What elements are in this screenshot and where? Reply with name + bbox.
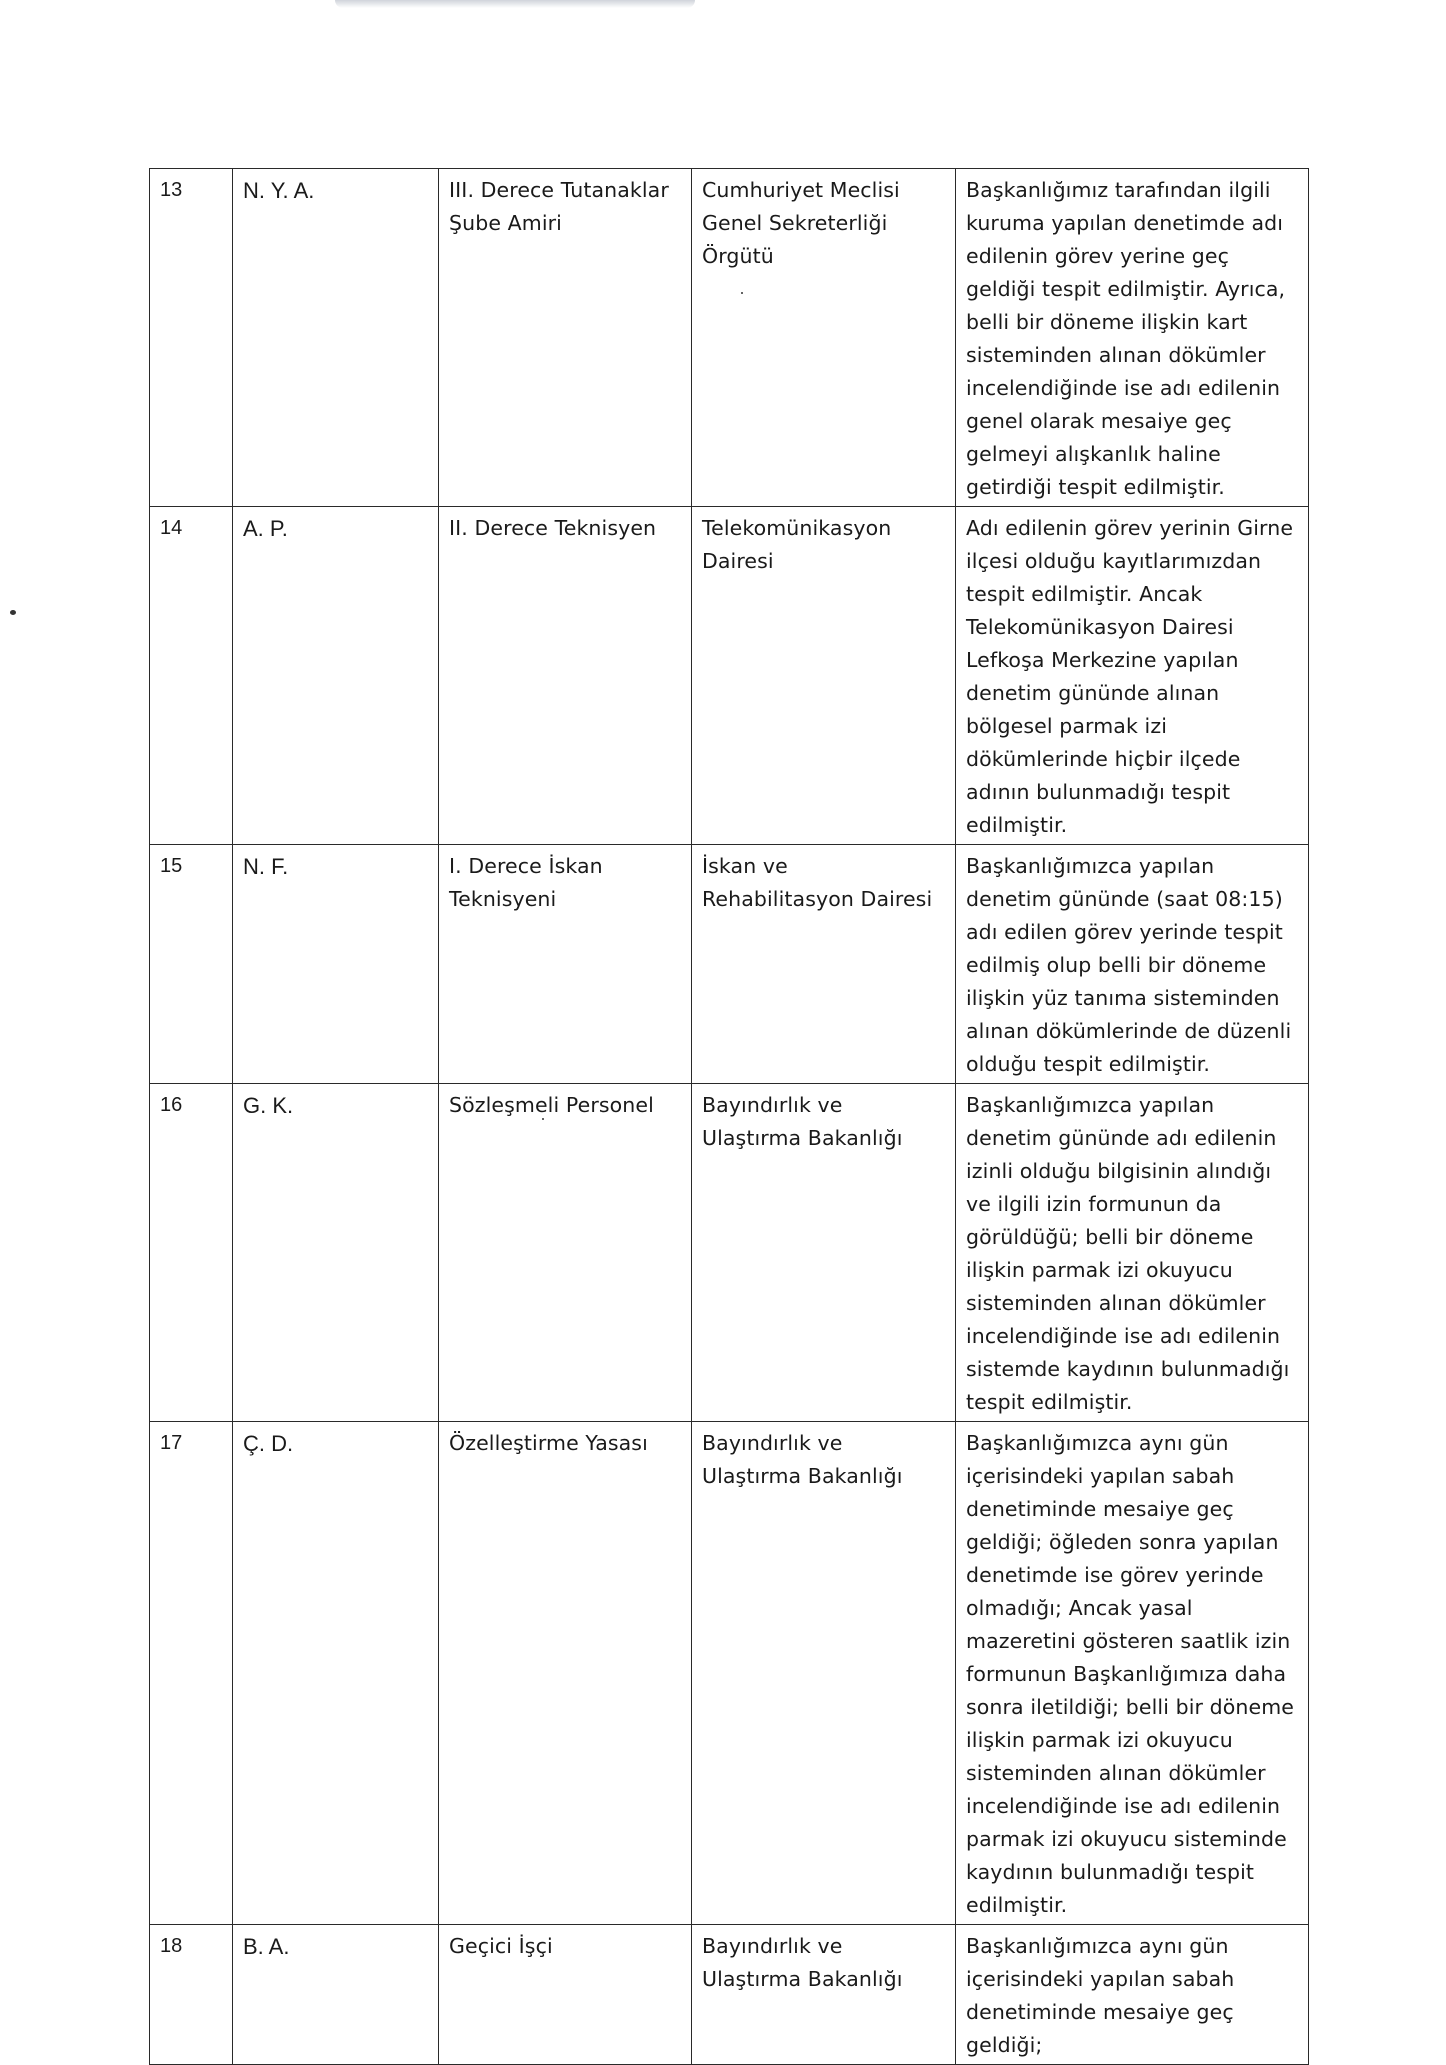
table-row <box>150 845 1309 1084</box>
finding-text: Başkanlığımızca aynı gün içerisindeki yapılan sabah denetiminde mesaiye geç geldiği; <box>956 1925 1309 2065</box>
institution: Bayındırlık ve Ulaştırma Bakanlığı <box>692 1422 956 1925</box>
row-number: 17 <box>150 1422 233 1925</box>
table-row <box>150 169 1309 507</box>
row-number: 16 <box>150 1084 233 1422</box>
finding-text: Adı edilenin görev yerinin Girne ilçesi olduğu kayıtlarımızdan tespit edilmiştir. Ancak Telekomünikasyon Dairesi Lefkoşa Merkezine yapılan denetim gününde alınan bölgesel parmak izi dökümlerinde hiçbir ilçede adının bulunmadığı tespit edilmiştir. <box>956 507 1309 845</box>
finding-text: Başkanlığımızca aynı gün içerisindeki yapılan sabah denetiminde mesaiye geç geldiği; öğleden sonra yapılan denetimde ise görev yerinde olmadığı; Ancak yasal mazeretini gösteren saatlik izin formunun Başkanlığımıza daha sonra iletildiği; belli bir döneme ilişkin parmak izi okuyucu sisteminden alınan dökümler incelendiğinde ise adı edilenin parmak izi okuyucu sisteminde kaydının bulunmadığı tespit edilmiştir. <box>956 1422 1309 1925</box>
row-number: 14 <box>150 507 233 845</box>
position-title: I. Derece İskan Teknisyeni <box>439 845 692 1084</box>
person-initials: Ç. D. <box>233 1422 439 1925</box>
position-title: III. Derece Tutanaklar Şube Amiri <box>439 169 692 507</box>
table-row <box>150 1084 1309 1422</box>
row-number: 18 <box>150 1925 233 2065</box>
position-title: Geçici İşçi <box>439 1925 692 2065</box>
institution: Cumhuriyet Meclisi Genel Sekreterliği Örgütü <box>692 169 956 507</box>
position-title: Özelleştirme Yasası <box>439 1422 692 1925</box>
scan-artifact <box>335 0 695 8</box>
table-row <box>150 1422 1309 1925</box>
finding-text: Başkanlığımızca yapılan denetim gününde adı edilenin izinli olduğu bilgisinin alındığı ve ilgili izin formunun da görüldüğü; belli bir döneme ilişkin parmak izi okuyucu sisteminden alınan dökümler incelendiğinde ise adı edilenin sistemde kaydının bulunmadığı tespit edilmiştir. <box>956 1084 1309 1422</box>
person-initials: G. K. <box>233 1084 439 1422</box>
person-initials: N. F. <box>233 845 439 1084</box>
row-number: 15 <box>150 845 233 1084</box>
institution: Bayındırlık ve Ulaştırma Bakanlığı <box>692 1084 956 1422</box>
person-initials: N. Y. A. <box>233 169 439 507</box>
position-title: Sözleşmeli Personel <box>439 1084 692 1422</box>
finding-text: Başkanlığımızca yapılan denetim gününde (saat 08:15) adı edilen görev yerinde tespit edilmiş olup belli bir döneme ilişkin yüz tanıma sisteminden alınan dökümlerinde de düzenli olduğu tespit edilmiştir. <box>956 845 1309 1084</box>
position-title: II. Derece Teknisyen <box>439 507 692 845</box>
institution: Bayındırlık ve Ulaştırma Bakanlığı <box>692 1925 956 2065</box>
institution: Telekomünikasyon Dairesi <box>692 507 956 845</box>
person-initials: A. P. <box>233 507 439 845</box>
table-row <box>150 507 1309 845</box>
institution: İskan ve Rehabilitasyon Dairesi <box>692 845 956 1084</box>
row-number: 13 <box>150 169 233 507</box>
person-initials: B. A. <box>233 1925 439 2065</box>
scan-speck <box>10 610 16 615</box>
table-row <box>150 1925 1309 2065</box>
finding-text: Başkanlığımız tarafından ilgili kuruma yapılan denetimde adı edilenin görev yerine geç geldiği tespit edilmiştir. Ayrıca, belli bir döneme ilişkin kart sisteminden alınan dökümler incelendiğinde ise adı edilenin genel olarak mesaiye geç gelmeyi alışkanlık haline getirdiği tespit edilmiştir. <box>956 169 1309 507</box>
inspection-records-table <box>149 168 1309 2065</box>
